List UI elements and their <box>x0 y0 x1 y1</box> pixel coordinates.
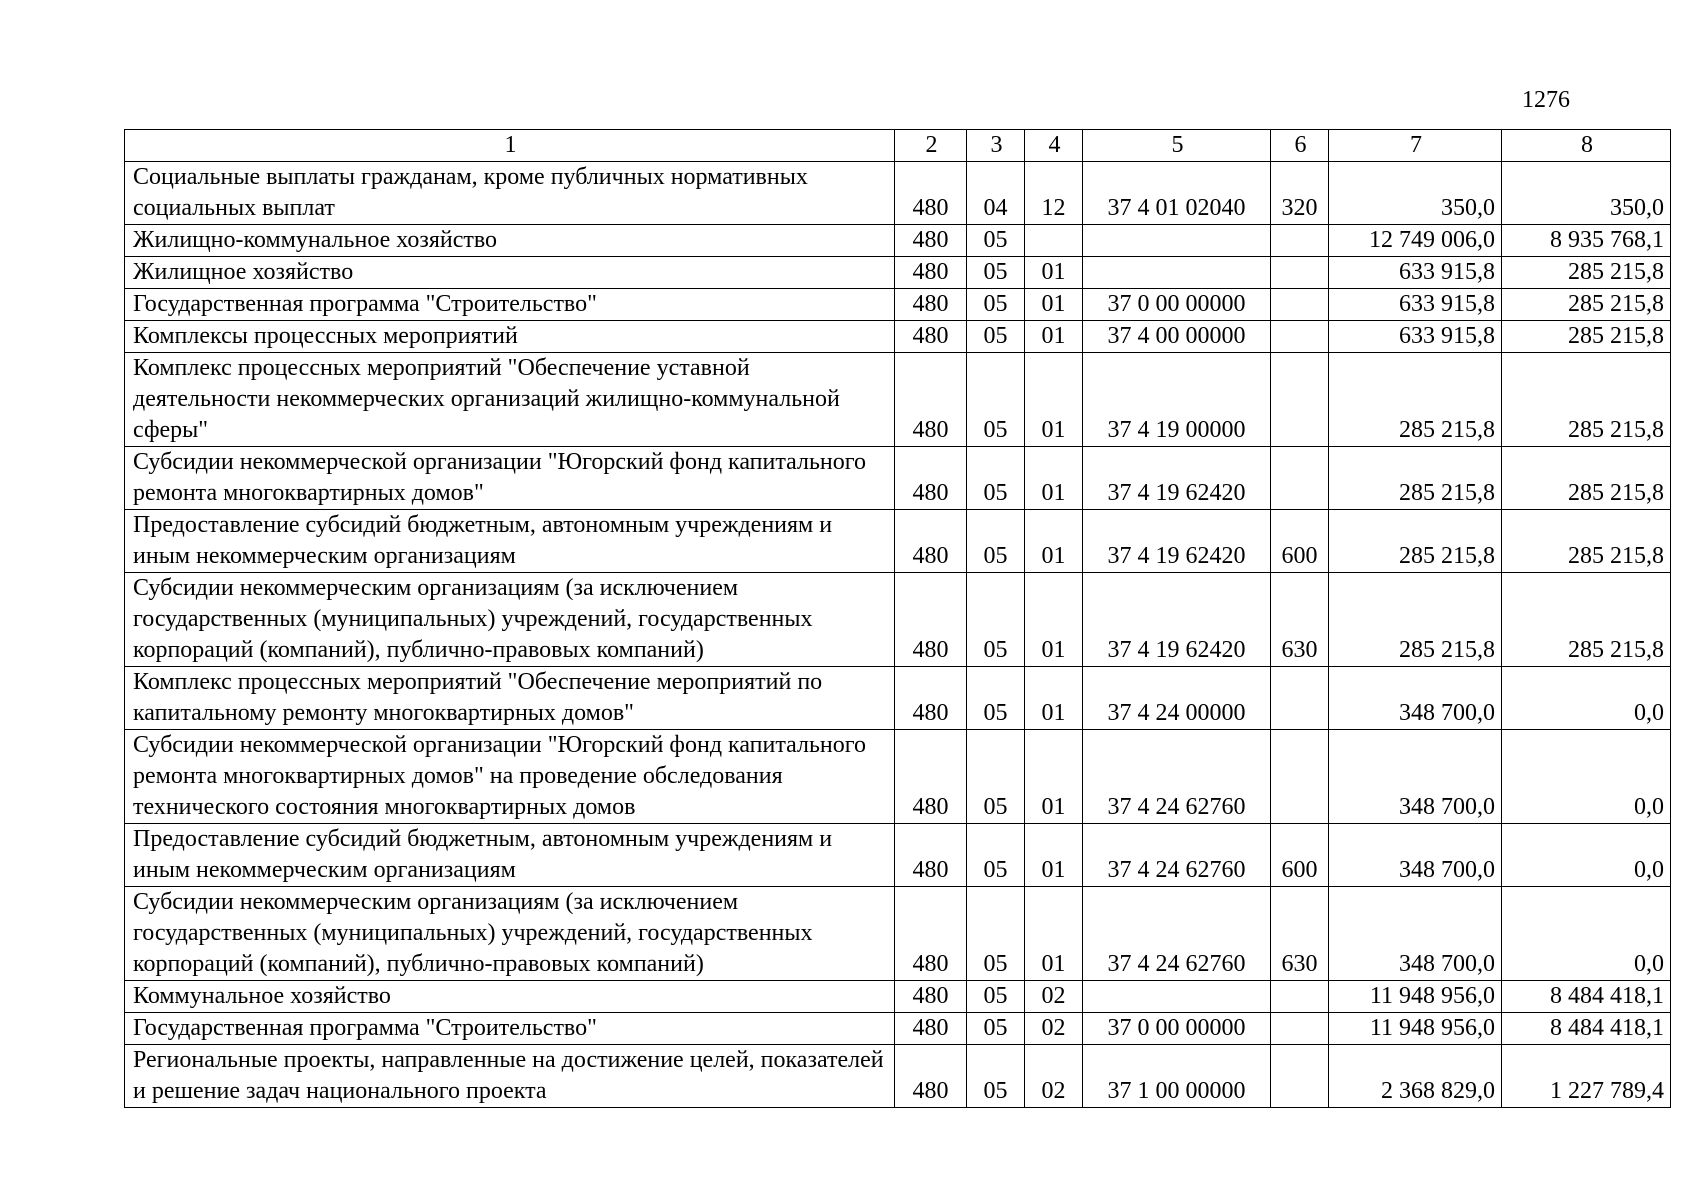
amount-2-cell: 8 484 418,1 <box>1502 981 1671 1013</box>
ved-code-cell: 480 <box>895 510 967 573</box>
section-code-cell: 05 <box>967 667 1025 730</box>
column-header: 3 <box>967 130 1025 162</box>
amount-1-cell: 633 915,8 <box>1329 257 1502 289</box>
section-code-cell: 05 <box>967 981 1025 1013</box>
subsection-code-cell: 01 <box>1025 667 1083 730</box>
expense-type-cell: 600 <box>1271 824 1329 887</box>
amount-1-cell: 348 700,0 <box>1329 887 1502 981</box>
table-row <box>125 447 1671 510</box>
amount-1-cell: 633 915,8 <box>1329 321 1502 353</box>
section-code-cell: 05 <box>967 447 1025 510</box>
subsection-code-cell: 01 <box>1025 887 1083 981</box>
subsection-code-cell: 12 <box>1025 162 1083 225</box>
expense-type-cell: 320 <box>1271 162 1329 225</box>
ved-code-cell: 480 <box>895 353 967 447</box>
subsection-code-cell: 02 <box>1025 1045 1083 1108</box>
expense-type-cell <box>1271 981 1329 1013</box>
subsection-code-cell: 02 <box>1025 1013 1083 1045</box>
target-article-cell: 37 4 19 00000 <box>1083 353 1271 447</box>
target-article-cell <box>1083 225 1271 257</box>
target-article-cell <box>1083 257 1271 289</box>
amount-1-cell: 285 215,8 <box>1329 573 1502 667</box>
section-code-cell: 05 <box>967 225 1025 257</box>
section-code-cell: 05 <box>967 1045 1025 1108</box>
expense-type-cell <box>1271 289 1329 321</box>
amount-2-cell: 285 215,8 <box>1502 321 1671 353</box>
section-code-cell: 05 <box>967 887 1025 981</box>
target-article-cell: 37 4 01 02040 <box>1083 162 1271 225</box>
column-header: 2 <box>895 130 967 162</box>
target-article-cell: 37 0 00 00000 <box>1083 1013 1271 1045</box>
row-name-cell: Комплекс процессных мероприятий "Обеспечение мероприятий по капитальному ремонту многоквартирных домов" <box>125 667 895 730</box>
subsection-code-cell: 01 <box>1025 573 1083 667</box>
table-row <box>125 321 1671 353</box>
column-header: 7 <box>1329 130 1502 162</box>
row-name-cell: Социальные выплаты гражданам, кроме публичных нормативных социальных выплат <box>125 162 895 225</box>
target-article-cell <box>1083 981 1271 1013</box>
amount-2-cell: 0,0 <box>1502 667 1671 730</box>
table-row <box>125 887 1671 981</box>
amount-1-cell: 633 915,8 <box>1329 289 1502 321</box>
target-article-cell: 37 4 19 62420 <box>1083 447 1271 510</box>
target-article-cell: 37 4 24 62760 <box>1083 824 1271 887</box>
amount-2-cell: 8 935 768,1 <box>1502 225 1671 257</box>
ved-code-cell: 480 <box>895 1045 967 1108</box>
ved-code-cell: 480 <box>895 730 967 824</box>
section-code-cell: 05 <box>967 730 1025 824</box>
target-article-cell: 37 0 00 00000 <box>1083 289 1271 321</box>
section-code-cell: 05 <box>967 289 1025 321</box>
expense-type-cell <box>1271 321 1329 353</box>
table-row <box>125 510 1671 573</box>
table-row <box>125 289 1671 321</box>
row-name-cell: Государственная программа "Строительство" <box>125 1013 895 1045</box>
amount-1-cell: 12 749 006,0 <box>1329 225 1502 257</box>
subsection-code-cell: 01 <box>1025 510 1083 573</box>
table-row <box>125 730 1671 824</box>
expense-type-cell <box>1271 1013 1329 1045</box>
expense-type-cell: 630 <box>1271 573 1329 667</box>
column-header: 6 <box>1271 130 1329 162</box>
expense-type-cell <box>1271 667 1329 730</box>
column-header: 5 <box>1083 130 1271 162</box>
ved-code-cell: 480 <box>895 667 967 730</box>
table-row <box>125 162 1671 225</box>
table-row <box>125 667 1671 730</box>
table-row <box>125 1045 1671 1108</box>
section-code-cell: 05 <box>967 1013 1025 1045</box>
expense-type-cell <box>1271 257 1329 289</box>
ved-code-cell: 480 <box>895 447 967 510</box>
header-row <box>125 130 1671 162</box>
column-header: 4 <box>1025 130 1083 162</box>
row-name-cell: Коммунальное хозяйство <box>125 981 895 1013</box>
amount-2-cell: 285 215,8 <box>1502 573 1671 667</box>
subsection-code-cell: 01 <box>1025 321 1083 353</box>
expense-type-cell: 630 <box>1271 887 1329 981</box>
column-header: 8 <box>1502 130 1671 162</box>
amount-2-cell: 285 215,8 <box>1502 510 1671 573</box>
ved-code-cell: 480 <box>895 321 967 353</box>
table-row <box>125 353 1671 447</box>
subsection-code-cell: 02 <box>1025 981 1083 1013</box>
expense-type-cell <box>1271 225 1329 257</box>
ved-code-cell: 480 <box>895 573 967 667</box>
target-article-cell: 37 4 24 62760 <box>1083 730 1271 824</box>
amount-2-cell: 0,0 <box>1502 730 1671 824</box>
amount-2-cell: 1 227 789,4 <box>1502 1045 1671 1108</box>
table-row <box>125 981 1671 1013</box>
table-row <box>125 824 1671 887</box>
section-code-cell: 05 <box>967 510 1025 573</box>
subsection-code-cell: 01 <box>1025 824 1083 887</box>
amount-1-cell: 11 948 956,0 <box>1329 1013 1502 1045</box>
expense-type-cell <box>1271 730 1329 824</box>
row-name-cell: Комплексы процессных мероприятий <box>125 321 895 353</box>
row-name-cell: Жилищное хозяйство <box>125 257 895 289</box>
amount-2-cell: 8 484 418,1 <box>1502 1013 1671 1045</box>
target-article-cell: 37 4 19 62420 <box>1083 573 1271 667</box>
amount-1-cell: 285 215,8 <box>1329 353 1502 447</box>
budget-table <box>124 129 1671 1108</box>
row-name-cell: Субсидии некоммерческой организации "Югорский фонд капитального ремонта многоквартирных домов" <box>125 447 895 510</box>
subsection-code-cell: 01 <box>1025 353 1083 447</box>
amount-2-cell: 0,0 <box>1502 887 1671 981</box>
row-name-cell: Жилищно-коммунальное хозяйство <box>125 225 895 257</box>
table-body <box>125 130 1671 1108</box>
amount-1-cell: 348 700,0 <box>1329 667 1502 730</box>
ved-code-cell: 480 <box>895 981 967 1013</box>
expense-type-cell <box>1271 353 1329 447</box>
amount-1-cell: 348 700,0 <box>1329 730 1502 824</box>
target-article-cell: 37 4 19 62420 <box>1083 510 1271 573</box>
amount-1-cell: 348 700,0 <box>1329 824 1502 887</box>
subsection-code-cell: 01 <box>1025 447 1083 510</box>
table-row <box>125 225 1671 257</box>
amount-2-cell: 285 215,8 <box>1502 289 1671 321</box>
row-name-cell: Государственная программа "Строительство" <box>125 289 895 321</box>
amount-2-cell: 285 215,8 <box>1502 257 1671 289</box>
ved-code-cell: 480 <box>895 225 967 257</box>
page-number: 1276 <box>1522 87 1570 113</box>
table-row <box>125 1013 1671 1045</box>
section-code-cell: 04 <box>967 162 1025 225</box>
target-article-cell: 37 4 00 00000 <box>1083 321 1271 353</box>
amount-1-cell: 285 215,8 <box>1329 510 1502 573</box>
section-code-cell: 05 <box>967 353 1025 447</box>
amount-2-cell: 0,0 <box>1502 824 1671 887</box>
expense-type-cell <box>1271 447 1329 510</box>
ved-code-cell: 480 <box>895 887 967 981</box>
section-code-cell: 05 <box>967 257 1025 289</box>
subsection-code-cell <box>1025 225 1083 257</box>
target-article-cell: 37 4 24 62760 <box>1083 887 1271 981</box>
ved-code-cell: 480 <box>895 289 967 321</box>
amount-2-cell: 350,0 <box>1502 162 1671 225</box>
amount-1-cell: 285 215,8 <box>1329 447 1502 510</box>
table-row <box>125 573 1671 667</box>
subsection-code-cell: 01 <box>1025 257 1083 289</box>
subsection-code-cell: 01 <box>1025 289 1083 321</box>
target-article-cell: 37 1 00 00000 <box>1083 1045 1271 1108</box>
ved-code-cell: 480 <box>895 162 967 225</box>
expense-type-cell: 600 <box>1271 510 1329 573</box>
amount-1-cell: 11 948 956,0 <box>1329 981 1502 1013</box>
section-code-cell: 05 <box>967 824 1025 887</box>
target-article-cell: 37 4 24 00000 <box>1083 667 1271 730</box>
section-code-cell: 05 <box>967 573 1025 667</box>
row-name-cell: Предоставление субсидий бюджетным, автономным учреждениям и иным некоммерческим организациям <box>125 824 895 887</box>
section-code-cell: 05 <box>967 321 1025 353</box>
expense-type-cell <box>1271 1045 1329 1108</box>
row-name-cell: Субсидии некоммерческой организации "Югорский фонд капитального ремонта многоквартирных домов" на проведение обследования технического состояния многоквартирных домов <box>125 730 895 824</box>
row-name-cell: Комплекс процессных мероприятий "Обеспечение уставной деятельности некоммерческих организаций жилищно-коммунальной сферы" <box>125 353 895 447</box>
ved-code-cell: 480 <box>895 257 967 289</box>
ved-code-cell: 480 <box>895 824 967 887</box>
table-row <box>125 257 1671 289</box>
column-header: 1 <box>125 130 895 162</box>
row-name-cell: Субсидии некоммерческим организациям (за исключением государственных (муниципальных) учреждений, государственных корпораций (компаний), публично-правовых компаний) <box>125 573 895 667</box>
amount-1-cell: 350,0 <box>1329 162 1502 225</box>
row-name-cell: Региональные проекты, направленные на достижение целей, показателей и решение задач национального проекта <box>125 1045 895 1108</box>
row-name-cell: Предоставление субсидий бюджетным, автономным учреждениям и иным некоммерческим организациям <box>125 510 895 573</box>
amount-1-cell: 2 368 829,0 <box>1329 1045 1502 1108</box>
subsection-code-cell: 01 <box>1025 730 1083 824</box>
ved-code-cell: 480 <box>895 1013 967 1045</box>
row-name-cell: Субсидии некоммерческим организациям (за исключением государственных (муниципальных) учреждений, государственных корпораций (компаний), публично-правовых компаний) <box>125 887 895 981</box>
amount-2-cell: 285 215,8 <box>1502 447 1671 510</box>
amount-2-cell: 285 215,8 <box>1502 353 1671 447</box>
